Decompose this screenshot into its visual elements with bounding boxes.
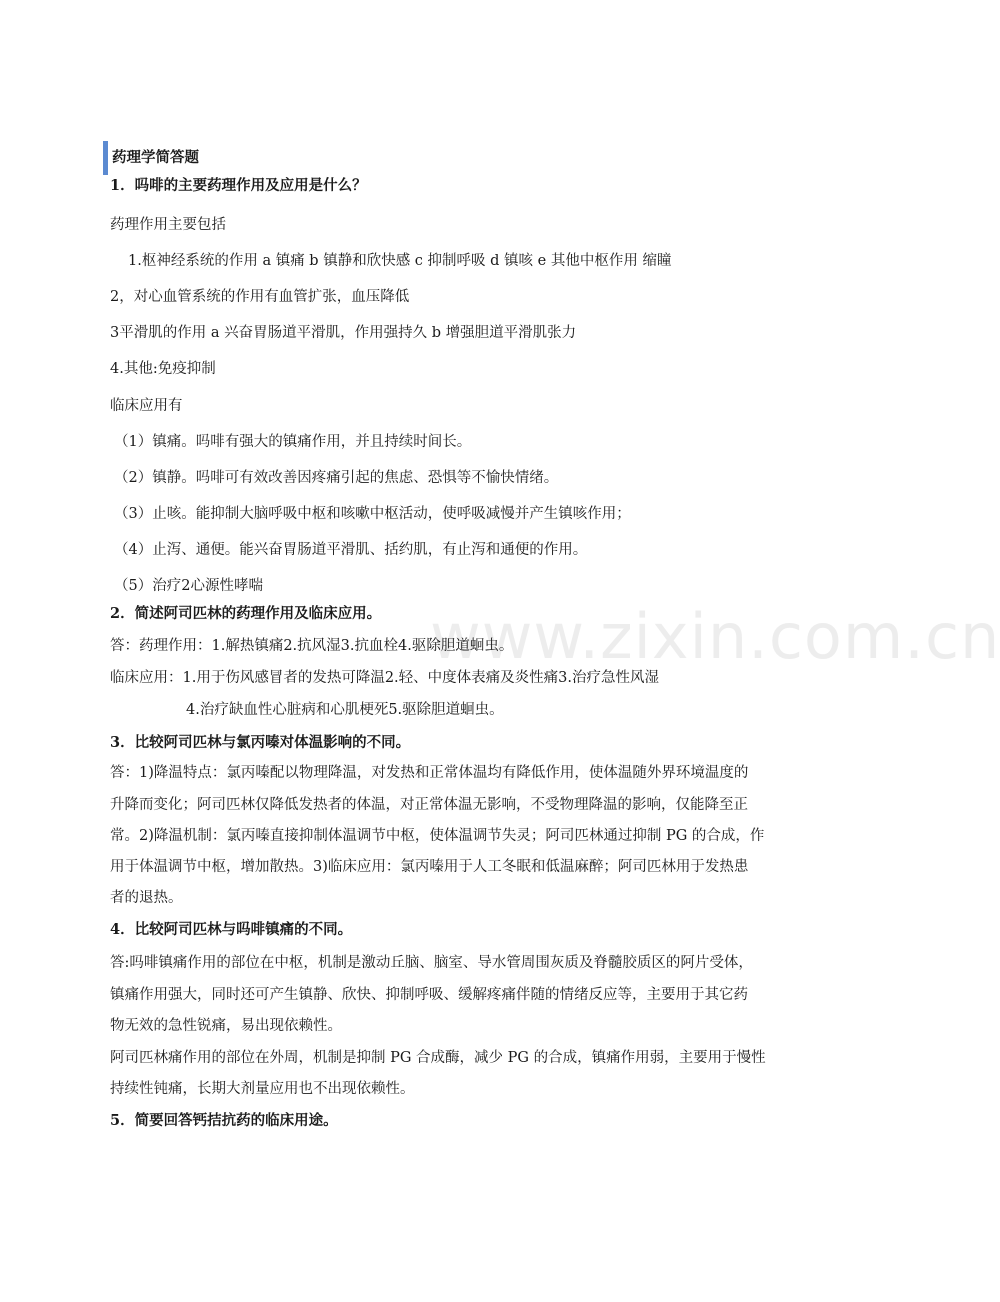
q3-para-line-4: 用于体温调节中枢，增加散热。3)临床应用：氯丙嗪用于人工冬眠和低温麻醉；阿司匹林用于发热患 xyxy=(110,859,749,875)
question-3-title: 3．比较阿司匹林与氯丙嗪对体温影响的不同。 xyxy=(110,734,411,751)
q3-para-line-3: 常。2)降温机制：氯丙嗪直接抑制体温调节中枢，使体温调节失灵；阿司匹林通过抑制 PG 的合成，作 xyxy=(110,828,765,844)
q1-clinical-1: （1）镇痛。吗啡有强大的镇痛作用，并且持续时间长。 xyxy=(114,434,472,450)
section-title: 药理学简答题 xyxy=(112,149,199,166)
q1-clinical-5: （5）治疗2心源性哮喘 xyxy=(114,578,263,594)
q1-clinical-3: （3）止咳。能抑制大脑呼吸中枢和咳嗽中枢活动，使呼吸减慢并产生镇咳作用； xyxy=(114,506,631,522)
q2-answer-3: 4.治疗缺血性心脏病和心肌梗死5.驱除胆道蛔虫。 xyxy=(186,702,504,718)
q2-answer-2: 临床应用：1.用于伤风感冒者的发热可降温2.轻、中度体表痛及炎性痛3.治疗急性风湿 xyxy=(110,670,660,686)
q1-clinical-2: （2）镇静。吗啡可有效改善因疼痛引起的焦虑、恐惧等不愉快情绪。 xyxy=(114,470,559,486)
q1-intro: 药理作用主要包括 xyxy=(110,217,226,233)
q1-point-1: 1.枢神经系统的作用 a 镇痛 b 镇静和欣快感 c 抑制呼吸 d 镇咳 e 其他中枢作用 缩瞳 xyxy=(128,253,672,269)
section-marker-bar xyxy=(103,141,108,175)
question-1-title: 1．吗啡的主要药理作用及应用是什么？ xyxy=(110,177,367,194)
q3-para-line-2: 升降而变化；阿司匹林仅降低发热者的体温，对正常体温无影响，不受物理降温的影响，仅能降至正 xyxy=(110,797,748,813)
q4-para-line-3: 物无效的急性锐痛，易出现依赖性。 xyxy=(110,1018,342,1034)
q1-point-2: 2，对心血管系统的作用有血管扩张，血压降低 xyxy=(110,289,410,305)
q3-para-line-5: 者的退热。 xyxy=(110,890,183,906)
question-5-title: 5．简要回答钙拮抗药的临床用途。 xyxy=(110,1112,338,1129)
q1-clinical-4: （4）止泻、通便。能兴奋胃肠道平滑肌、括约肌，有止泻和通便的作用。 xyxy=(114,542,588,558)
q4-para-line-4: 阿司匹林痛作用的部位在外周，机制是抑制 PG 合成酶，减少 PG 的合成，镇痛作用弱，主要用于慢性 xyxy=(110,1050,766,1066)
q4-para-line-1: 答:吗啡镇痛作用的部位在中枢，机制是激动丘脑、脑室、导水管周围灰质及脊髓胶质区的阿片受体， xyxy=(110,955,753,971)
q4-para-line-5: 持续性钝痛，长期大剂量应用也不出现依赖性。 xyxy=(110,1081,415,1097)
question-4-title: 4．比较阿司匹林与吗啡镇痛的不同。 xyxy=(110,921,353,938)
q2-answer-1: 答：药理作用：1.解热镇痛2.抗风湿3.抗血栓4.驱除胆道蛔虫。 xyxy=(110,638,514,654)
q1-point-3: 3平滑肌的作用 a 兴奋胃肠道平滑肌，作用强持久 b 增强胆道平滑肌张力 xyxy=(110,325,577,341)
q3-para-line-1: 答：1)降温特点：氯丙嗪配以物理降温，对发热和正常体温均有降低作用，使体温随外界环境温度的 xyxy=(110,765,749,781)
question-2-title: 2．简述阿司匹林的药理作用及临床应用。 xyxy=(110,605,382,622)
q1-point-4: 4.其他:免疫抑制 xyxy=(110,361,216,377)
q1-clinical-heading: 临床应用有 xyxy=(110,398,183,414)
watermark: www.zixin.com.cn xyxy=(430,600,1000,673)
q4-para-line-2: 镇痛作用强大，同时还可产生镇静、欣快、抑制呼吸、缓解疼痛伴随的情绪反应等，主要用于其它药 xyxy=(110,987,748,1003)
